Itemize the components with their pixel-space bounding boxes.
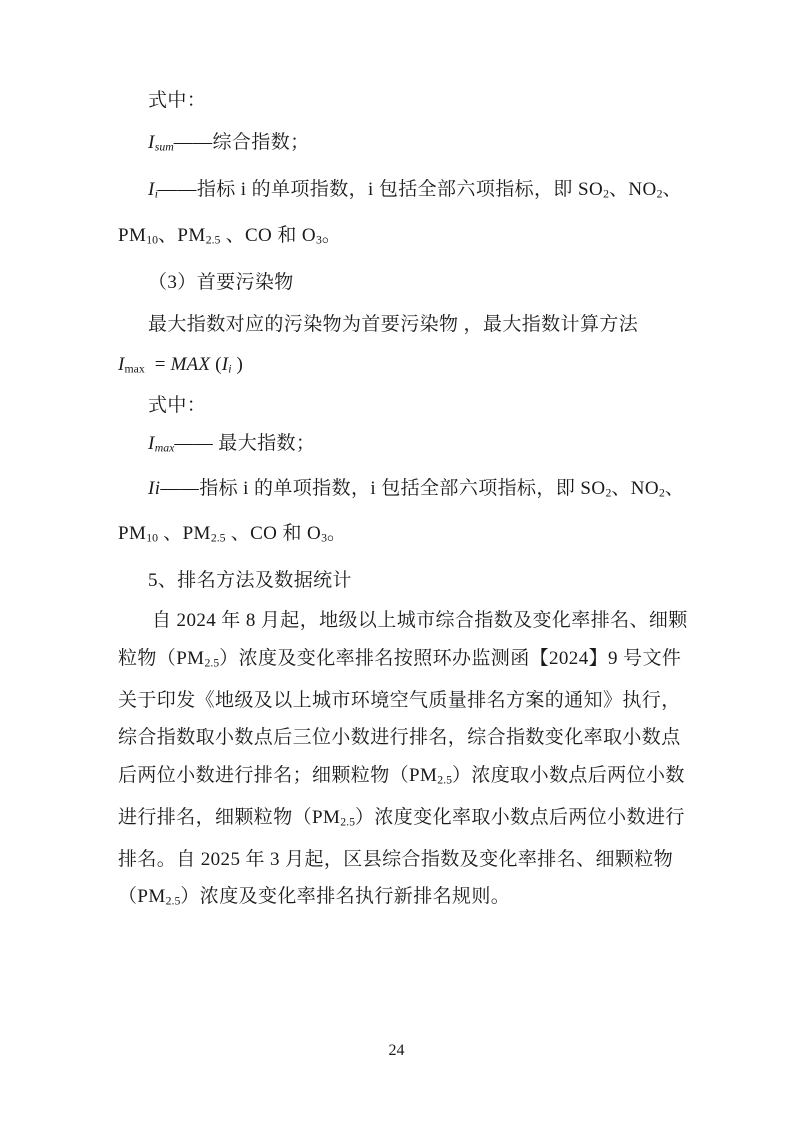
italic-subscript: i [154, 187, 159, 201]
text-line [118, 514, 674, 559]
italic-symbol: Ii [148, 477, 161, 499]
text-segment: 粒物（PM [118, 647, 205, 669]
italic-symbol: I [148, 132, 155, 153]
text-segment: ( [210, 353, 222, 375]
text-segment: PM [118, 523, 147, 545]
text-segment: 排名。自 2025 年 3 月起，区县综合指数及变化率排名、细颗粒物 [118, 848, 674, 870]
subscript: 2.5 [205, 233, 221, 247]
italic-symbol: I [148, 178, 155, 200]
subscript: 2 [656, 187, 663, 201]
text-line [118, 80, 674, 122]
text-segment: 、PM [158, 225, 206, 247]
text-segment: （PM [118, 886, 166, 908]
text-segment: —— 最大指数； [174, 433, 316, 455]
text-segment: = [144, 353, 171, 375]
text-line [118, 559, 674, 602]
text-segment: 。 [327, 523, 347, 545]
text-line [118, 262, 674, 304]
text-segment: 式中： [148, 395, 207, 417]
text-segment: 。 [321, 225, 342, 247]
text-segment: 最大指数对应的污染物为首要污染物 ，最大指数计算方法 [148, 313, 639, 335]
text-segment: ）浓度取小数点后两位小数 [451, 764, 685, 786]
italic-symbol: MAX [170, 353, 211, 375]
text-line [118, 346, 674, 388]
subscript: 2 [605, 486, 612, 500]
text-segment: ）浓度及变化率排名按照环办监测函【2024】9 号文件 [219, 647, 682, 669]
text-line [118, 682, 681, 720]
text-line [118, 841, 674, 879]
text-segment: 、CO 和 O [225, 523, 322, 545]
text-segment: 、NO [611, 477, 659, 499]
text-segment: 式中： [148, 90, 207, 111]
text-segment: 综合指数取小数点后三位小数进行排名，综合指数变化率取小数点 [118, 727, 681, 749]
subscript: max [124, 362, 145, 376]
italic-symbol: I [221, 353, 229, 375]
text-segment: ——指标 i 的单项指数，i 包括全部六项指标，即 SO [160, 477, 606, 499]
text-segment: ——综合指数； [173, 132, 310, 153]
text-line [118, 468, 685, 515]
text-line [118, 122, 674, 169]
italic-subscript: i [228, 362, 232, 376]
subscript: 2.5 [340, 815, 355, 829]
text-line [118, 215, 674, 262]
text-line [118, 387, 674, 425]
subscript: 2.5 [204, 656, 220, 670]
subscript: 2 [659, 486, 665, 500]
text-line [118, 602, 688, 640]
text-line [118, 640, 682, 682]
text-segment: PM [118, 225, 147, 247]
text-line [118, 304, 674, 346]
text-segment: 后两位小数进行排名；细颗粒物（PM [118, 764, 438, 786]
text-segment: 、 [664, 477, 685, 499]
subscript: 10 [146, 233, 159, 247]
text-segment: 5、排名方法及数据统计 [148, 570, 352, 592]
page-number: 24 [388, 1042, 405, 1059]
subscript: 3 [316, 233, 322, 247]
subscript: 2.5 [165, 894, 181, 908]
italic-subscript: sum [154, 140, 174, 154]
text-segment: 、 [662, 178, 682, 200]
text-segment: ）浓度变化率取小数点后两位小数进行 [354, 806, 685, 828]
text-segment: ) [231, 353, 243, 375]
italic-symbol: I [148, 433, 155, 455]
subscript: 10 [146, 532, 159, 546]
text-segment: 、PM [158, 523, 211, 545]
text-line [118, 757, 685, 799]
text-line [118, 719, 681, 757]
text-line [118, 878, 674, 920]
page-content [118, 80, 688, 920]
subscript: 2 [603, 187, 609, 201]
text-segment: ）浓度及变化率排名执行新排名规则。 [180, 886, 511, 908]
text-segment: 、NO [608, 178, 657, 200]
text-segment: 、CO 和 O [220, 225, 316, 247]
italic-subscript: max [154, 441, 175, 455]
text-line [118, 169, 682, 216]
text-segment: 自 2024 年 8 月起，地级以上城市综合指数及变化率排名、细颗 [152, 610, 688, 632]
text-segment: 进行排名，细颗粒物（PM [118, 806, 341, 828]
text-segment: ——指标 i 的单项指数，i 包括全部六项指标，即 SO [158, 178, 604, 200]
subscript: 2.5 [437, 773, 452, 787]
italic-symbol: I [118, 353, 125, 375]
text-segment: 关于印发《地级及以上城市环境空气质量排名方案的通知》执行， [118, 689, 681, 711]
subscript: 3 [321, 532, 328, 546]
text-segment: （3）首要污染物 [148, 271, 294, 293]
text-line [118, 799, 685, 841]
subscript: 2.5 [210, 532, 226, 546]
text-line [118, 425, 674, 468]
